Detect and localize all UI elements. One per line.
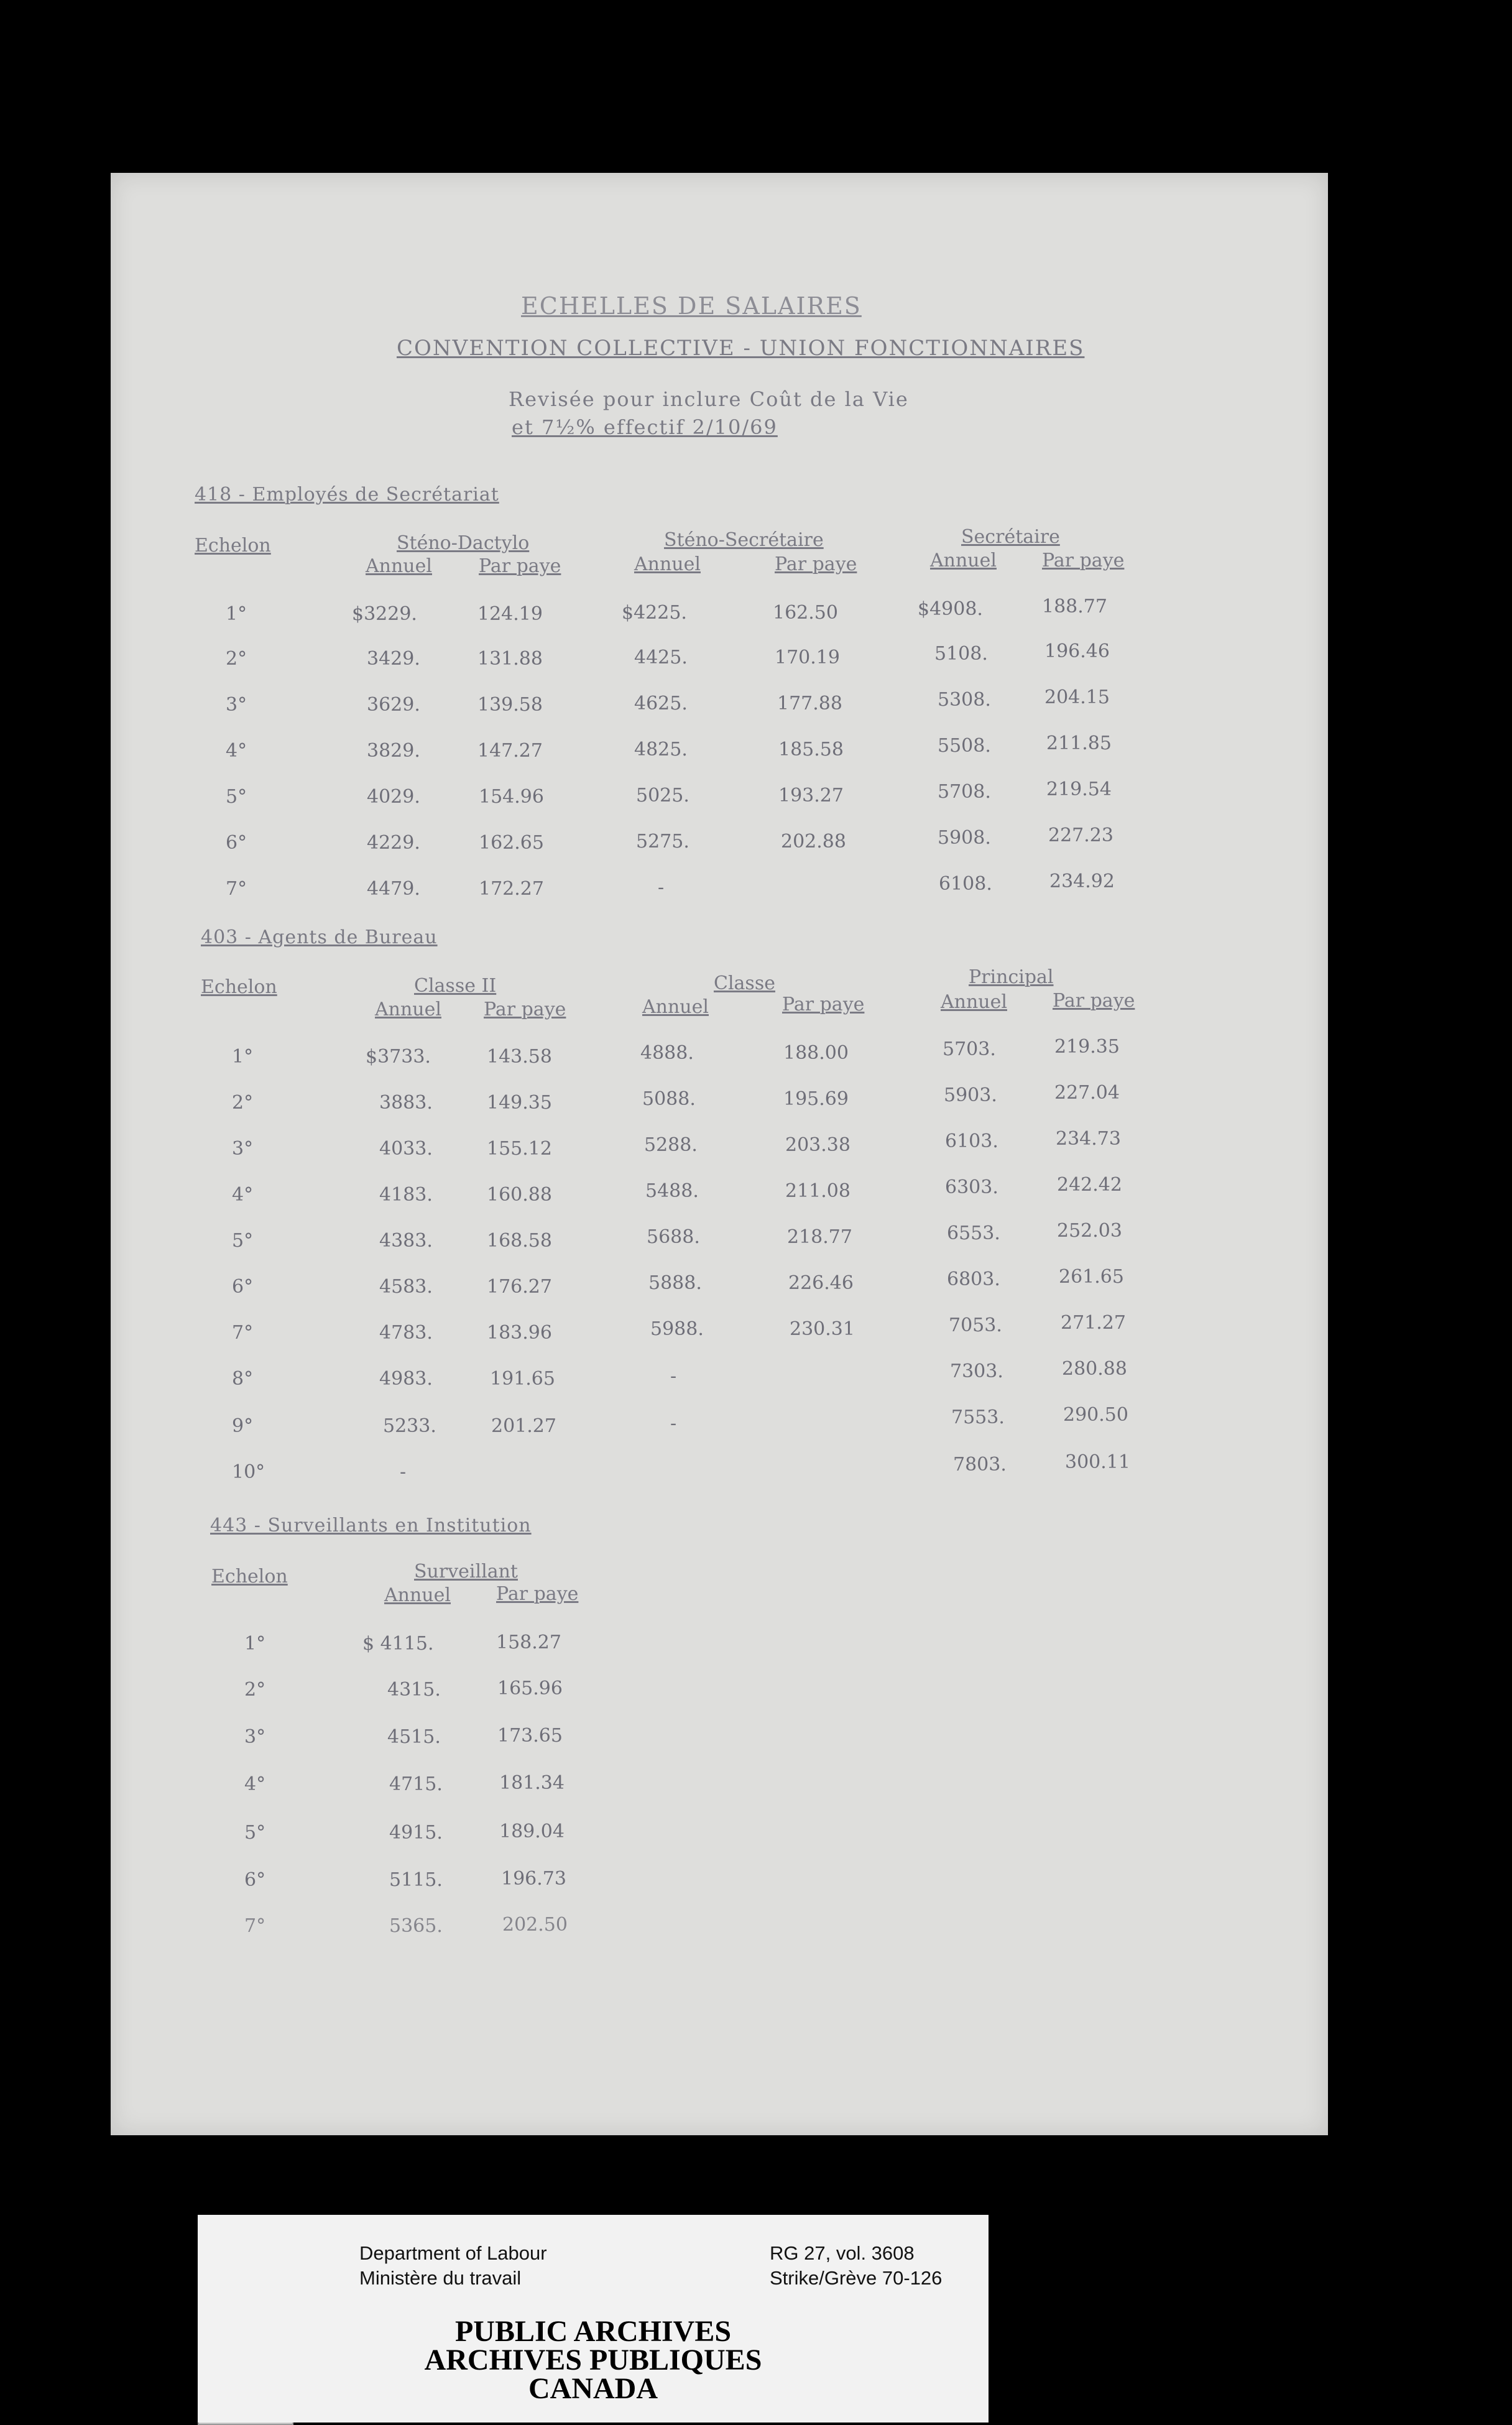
echelon-cell: 4° — [232, 1184, 254, 1206]
value-cell: 4915. — [389, 1822, 443, 1844]
echelon-cell: 3° — [232, 1138, 254, 1160]
echelon-cell: 7° — [244, 1915, 266, 1937]
archives-publiques-stamp: ARCHIVES PUBLIQUES — [424, 2344, 762, 2376]
value-cell: 177.88 — [777, 693, 842, 714]
value-cell: 172.27 — [479, 878, 544, 900]
value-cell: 5275. — [636, 831, 689, 852]
value-cell: 4229. — [367, 832, 420, 854]
value-cell: 4033. — [379, 1138, 433, 1160]
value-cell: 188.77 — [1042, 596, 1107, 617]
value-cell: 173.65 — [497, 1725, 563, 1747]
value-cell: 160.88 — [487, 1184, 552, 1206]
col-header-par-paye: Par paye — [1042, 550, 1125, 571]
value-cell: $ 4115. — [362, 1633, 434, 1655]
col-header-annuel: Annuel — [941, 991, 1007, 1013]
col-header-par-paye: Par paye — [484, 999, 566, 1020]
value-cell: 234.73 — [1056, 1128, 1121, 1150]
value-cell: 181.34 — [499, 1772, 565, 1794]
value-cell: 193.27 — [778, 785, 844, 806]
group-header: Principal — [969, 966, 1054, 988]
value-cell: 143.58 — [487, 1046, 552, 1068]
echelon-cell: 2° — [244, 1679, 266, 1701]
value-cell: 261.65 — [1059, 1266, 1124, 1288]
value-cell: 5233. — [383, 1415, 436, 1437]
revised-line-2: et 7½% effectif 2/10/69 — [512, 415, 778, 439]
value-cell: 155.12 — [487, 1138, 552, 1160]
echelon-header: Echelon — [211, 1566, 288, 1587]
value-cell: 5488. — [645, 1180, 699, 1202]
value-cell: 4825. — [634, 739, 688, 760]
document-page — [111, 173, 1328, 2135]
value-cell: 280.88 — [1062, 1358, 1127, 1380]
echelon-cell: 9° — [232, 1415, 254, 1437]
value-cell: 5088. — [642, 1088, 696, 1110]
value-cell: 252.03 — [1057, 1220, 1122, 1242]
value-cell: 168.58 — [487, 1230, 552, 1252]
value-cell: 4425. — [634, 647, 688, 668]
value-cell: 227.04 — [1054, 1082, 1120, 1104]
value-cell: 3629. — [367, 694, 420, 716]
echelon-cell: 3° — [244, 1726, 266, 1748]
section-title-443: 443 - Surveillants en Institution — [210, 1515, 532, 1536]
value-cell: 5108. — [934, 643, 988, 665]
echelon-header: Echelon — [201, 976, 277, 998]
col-header-par-paye: Par paye — [1053, 990, 1135, 1012]
echelon-cell: 1° — [244, 1633, 266, 1655]
value-cell: 158.27 — [496, 1632, 561, 1653]
value-cell: 4479. — [367, 878, 420, 900]
value-cell: 4029. — [367, 786, 420, 808]
echelon-cell: 6° — [226, 832, 247, 854]
group-header: Sténo-Secrétaire — [664, 529, 824, 551]
group-header: Surveillant — [414, 1561, 518, 1582]
echelon-cell: 8° — [232, 1368, 254, 1390]
echelon-cell: 4° — [226, 740, 247, 762]
value-cell: 5508. — [938, 735, 991, 757]
value-cell: 124.19 — [477, 603, 543, 625]
value-cell: $3229. — [352, 603, 417, 625]
value-cell: 227.23 — [1048, 824, 1113, 846]
value-cell: 202.88 — [781, 831, 846, 852]
dept-french: Ministère du travail — [359, 2267, 522, 2289]
echelon-cell: 4° — [244, 1773, 266, 1795]
group-header: Sténo-Dactylo — [397, 532, 530, 554]
value-cell: 218.77 — [787, 1226, 852, 1248]
echelon-cell: 3° — [226, 694, 247, 716]
echelon-cell: 7° — [232, 1322, 254, 1344]
doc-title: ECHELLES DE SALAIRES — [521, 292, 862, 320]
value-cell: 4515. — [387, 1726, 441, 1748]
value-cell: 211.85 — [1046, 732, 1112, 754]
value-cell: 154.96 — [479, 786, 544, 808]
col-header-annuel: Annuel — [634, 553, 701, 575]
echelon-cell: 1° — [232, 1046, 254, 1068]
value-cell: 3883. — [379, 1092, 433, 1114]
value-cell: 4583. — [379, 1276, 433, 1298]
col-header-par-paye: Par paye — [782, 994, 865, 1015]
col-header-par-paye: Par paye — [775, 553, 857, 575]
echelon-cell: 5° — [244, 1822, 266, 1844]
value-cell: 204.15 — [1044, 686, 1110, 708]
value-cell: 5308. — [938, 689, 991, 711]
value-cell: - — [670, 1413, 677, 1434]
value-cell: 196.46 — [1044, 640, 1110, 662]
value-cell: 300.11 — [1065, 1451, 1130, 1473]
echelon-cell: 7° — [226, 878, 247, 900]
value-cell: 201.27 — [491, 1415, 556, 1437]
value-cell: 7803. — [953, 1454, 1007, 1476]
value-cell: 230.31 — [790, 1318, 855, 1340]
col-header-annuel: Annuel — [375, 999, 441, 1020]
col-header-par-paye: Par paye — [496, 1583, 579, 1605]
value-cell: 162.65 — [479, 832, 544, 854]
value-cell: 5908. — [938, 827, 991, 849]
value-cell: 4383. — [379, 1230, 433, 1252]
group-header: Classe II — [414, 975, 497, 997]
echelon-header: Echelon — [195, 535, 271, 557]
echelon-cell: 6° — [232, 1276, 254, 1298]
value-cell: 5688. — [647, 1226, 700, 1248]
value-cell: 7553. — [951, 1406, 1005, 1428]
value-cell: 4888. — [640, 1042, 694, 1064]
value-cell: 5115. — [389, 1869, 443, 1891]
value-cell: 139.58 — [477, 694, 543, 716]
value-cell: $3733. — [366, 1046, 431, 1068]
group-header: Secrétaire — [961, 526, 1060, 548]
revised-line-1: Revisée pour inclure Coût de la Vie — [509, 387, 909, 411]
value-cell: 226.46 — [788, 1272, 854, 1294]
value-cell: 162.50 — [773, 602, 838, 624]
value-cell: - — [400, 1461, 407, 1483]
value-cell: 203.38 — [785, 1134, 850, 1156]
value-cell: 4983. — [379, 1368, 433, 1390]
col-header-annuel: Annuel — [384, 1584, 451, 1606]
value-cell: 3429. — [367, 648, 420, 670]
value-cell: 147.27 — [477, 740, 543, 762]
value-cell: 290.50 — [1063, 1404, 1128, 1426]
value-cell: 5703. — [943, 1038, 996, 1060]
value-cell: 176.27 — [487, 1276, 552, 1298]
echelon-cell: 2° — [232, 1092, 254, 1114]
value-cell: 170.19 — [775, 647, 840, 668]
value-cell: 188.00 — [783, 1042, 849, 1064]
value-cell: 6553. — [947, 1222, 1000, 1244]
value-cell: - — [670, 1365, 677, 1387]
value-cell: 196.73 — [501, 1868, 566, 1890]
value-cell: 5708. — [938, 781, 991, 803]
value-cell: 165.96 — [497, 1678, 563, 1699]
value-cell: $4908. — [918, 598, 983, 620]
value-cell: 4625. — [634, 693, 688, 714]
value-cell: 271.27 — [1061, 1312, 1126, 1334]
value-cell: 4783. — [379, 1322, 433, 1344]
value-cell: 195.69 — [783, 1088, 849, 1110]
echelon-cell: 5° — [232, 1230, 254, 1252]
col-header-annuel: Annuel — [366, 555, 432, 577]
section-title-403: 403 - Agents de Bureau — [201, 926, 438, 948]
col-header-annuel: Annuel — [930, 550, 997, 571]
echelon-cell: 6° — [244, 1869, 266, 1891]
value-cell: 3829. — [367, 740, 420, 762]
archive-reference-label — [198, 2215, 989, 2423]
value-cell: 6303. — [945, 1176, 998, 1198]
value-cell: 5888. — [648, 1272, 702, 1294]
value-cell: 4183. — [379, 1184, 433, 1206]
value-cell: 219.35 — [1054, 1036, 1120, 1058]
value-cell: 185.58 — [778, 739, 844, 760]
value-cell: 5025. — [636, 785, 689, 806]
value-cell: 131.88 — [477, 648, 543, 670]
value-cell: 6803. — [947, 1268, 1000, 1290]
value-cell: 5288. — [644, 1134, 698, 1156]
value-cell: 149.35 — [487, 1092, 552, 1114]
value-cell: $4225. — [622, 602, 687, 624]
strike-reference: Strike/Grève 70-126 — [770, 2267, 943, 2289]
value-cell: 202.50 — [502, 1914, 568, 1936]
echelon-cell: 5° — [226, 786, 247, 808]
doc-subtitle: CONVENTION COLLECTIVE - UNION FONCTIONNAIRES — [397, 336, 1085, 361]
value-cell: 5988. — [650, 1318, 704, 1340]
echelon-cell: 10° — [232, 1461, 265, 1483]
value-cell: - — [658, 877, 665, 898]
echelon-cell: 1° — [226, 603, 247, 625]
value-cell: 5365. — [389, 1915, 443, 1937]
value-cell: 6103. — [945, 1130, 998, 1152]
section-title-418: 418 - Employés de Secrétariat — [195, 484, 499, 506]
value-cell: 6108. — [939, 873, 992, 895]
value-cell: 234.92 — [1049, 871, 1115, 892]
value-cell: 191.65 — [490, 1368, 555, 1390]
value-cell: 7303. — [950, 1360, 1003, 1382]
col-header-annuel: Annuel — [642, 996, 709, 1018]
public-archives-stamp: PUBLIC ARCHIVES — [454, 2315, 732, 2348]
value-cell: 211.08 — [785, 1180, 850, 1202]
echelon-cell: 2° — [226, 648, 247, 670]
col-header-par-paye: Par paye — [479, 555, 561, 577]
value-cell: 242.42 — [1057, 1174, 1122, 1196]
value-cell: 7053. — [949, 1314, 1002, 1336]
value-cell: 4315. — [387, 1679, 441, 1701]
archive-reference: RG 27, vol. 3608 — [770, 2242, 915, 2264]
canada-stamp: CANADA — [528, 2372, 658, 2405]
value-cell: 4715. — [389, 1773, 443, 1795]
value-cell: 5903. — [944, 1084, 997, 1106]
dept-english: Department of Labour — [359, 2242, 547, 2264]
value-cell: 219.54 — [1046, 778, 1112, 800]
group-header: Classe — [714, 972, 775, 994]
value-cell: 183.96 — [487, 1322, 552, 1344]
value-cell: 189.04 — [499, 1821, 565, 1842]
